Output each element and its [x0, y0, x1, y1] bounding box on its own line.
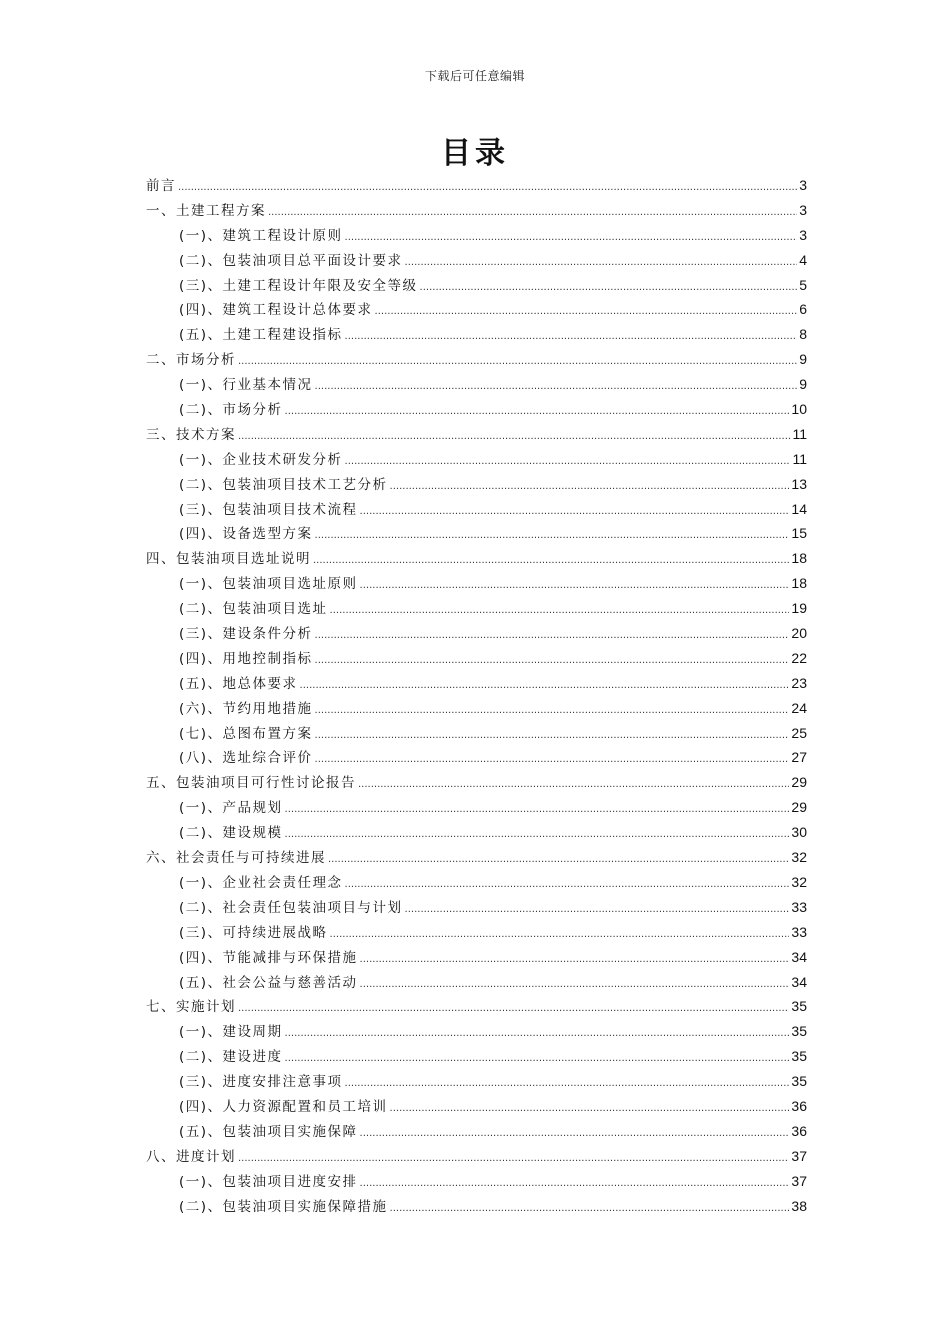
toc-entry-page: 3 [799, 201, 807, 218]
toc-entry[interactable] [146, 622, 807, 647]
toc-entry-label: 七、实施计划 [146, 999, 236, 1016]
toc-entry-label: (三)、可持续进展战略 [179, 924, 328, 941]
toc-entry[interactable] [146, 746, 807, 771]
toc-entry-page: 27 [791, 749, 807, 766]
toc-entry-label: (二)、包装油项目技术工艺分析 [179, 476, 388, 493]
toc-dot-leader [315, 754, 790, 765]
toc-entry-label: 三、技术方案 [146, 426, 236, 443]
toc-entry-page: 18 [791, 575, 807, 592]
toc-dot-leader [315, 730, 790, 741]
toc-entry-label: (三)、建设条件分析 [179, 626, 313, 643]
toc-entry-page: 11 [792, 425, 807, 442]
toc-entry[interactable] [146, 298, 807, 323]
toc-dot-leader [238, 1153, 789, 1164]
toc-entry[interactable] [146, 448, 807, 473]
toc-dot-leader [360, 1178, 790, 1189]
toc-entry[interactable] [146, 995, 807, 1020]
toc-dot-leader [285, 1053, 790, 1064]
toc-entry[interactable] [146, 572, 807, 597]
toc-entry-label: (一)、企业社会责任理念 [179, 874, 343, 891]
toc-entry-page: 35 [791, 998, 807, 1015]
toc-dot-leader [360, 580, 790, 591]
toc-entry[interactable] [146, 597, 807, 622]
toc-entry-label: (二)、建设进度 [179, 1049, 283, 1066]
toc-entry[interactable] [146, 323, 807, 348]
toc-entry[interactable] [146, 249, 807, 274]
toc-entry-label: (三)、进度安排注意事项 [179, 1074, 343, 1091]
toc-dot-leader [285, 406, 790, 417]
toc-entry-page: 34 [791, 948, 807, 965]
toc-entry[interactable] [146, 423, 807, 448]
toc-dot-leader [315, 530, 790, 541]
toc-entry-label: (二)、包装油项目实施保障措施 [179, 1198, 388, 1215]
toc-dot-leader [360, 954, 790, 965]
toc-entry-label: (一)、建筑工程设计原则 [179, 227, 343, 244]
toc-dot-leader [345, 879, 790, 890]
toc-entry[interactable] [146, 921, 807, 946]
toc-dot-leader [345, 456, 791, 467]
toc-dot-leader [360, 979, 790, 990]
toc-dot-leader [285, 1028, 790, 1039]
toc-entry-page: 14 [791, 500, 807, 517]
toc-dot-leader [315, 381, 798, 392]
toc-entry-label: (一)、包装油项目选址原则 [179, 576, 358, 593]
toc-entry-page: 20 [791, 625, 807, 642]
toc-dot-leader [390, 481, 790, 492]
toc-entry-page: 34 [791, 973, 807, 990]
toc-dot-leader [345, 232, 798, 243]
toc-dot-leader [285, 829, 790, 840]
toc-entry-page: 15 [791, 525, 807, 542]
toc-entry[interactable] [146, 174, 807, 199]
toc-entry-page: 13 [791, 475, 807, 492]
toc-dot-leader [330, 929, 790, 940]
toc-entry-page: 29 [791, 799, 807, 816]
toc-entry[interactable] [146, 1045, 807, 1070]
toc-entry-page: 35 [791, 1048, 807, 1065]
toc-dot-leader [405, 257, 798, 268]
toc-entry-page: 8 [799, 326, 807, 343]
toc-dot-leader [313, 555, 789, 566]
header-note: 下载后可任意编辑 [424, 69, 525, 83]
toc-entry-label: (三)、土建工程设计年限及安全等级 [179, 277, 418, 294]
toc-entry-page: 29 [791, 774, 807, 791]
toc-dot-leader [238, 1003, 789, 1014]
toc-dot-leader [390, 1203, 790, 1214]
toc-entry[interactable] [146, 821, 807, 846]
toc-entry-page: 9 [799, 351, 807, 368]
toc-dot-leader [375, 306, 798, 317]
toc-dot-leader [285, 804, 790, 815]
toc-entry-page: 32 [791, 849, 807, 866]
toc-entry[interactable] [146, 946, 807, 971]
toc-entry-page: 6 [799, 301, 807, 318]
toc-entry-page: 4 [799, 251, 807, 268]
toc-entry-label: (二)、社会责任包装油项目与计划 [179, 899, 403, 916]
toc-entry[interactable] [146, 1145, 807, 1170]
toc-entry[interactable] [146, 871, 807, 896]
toc-entry-label: (一)、包装油项目进度安排 [179, 1173, 358, 1190]
toc-entry-page: 24 [791, 699, 807, 716]
toc-entry-label: (四)、设备选型方案 [179, 526, 313, 543]
toc-entry-label: 六、社会责任与可持续进展 [146, 850, 326, 867]
toc-entry-label: (五)、地总体要求 [179, 675, 298, 692]
toc-title: 目录 [441, 136, 509, 171]
toc-entry-label: (三)、包装油项目技术流程 [179, 501, 358, 518]
toc-entry[interactable] [146, 398, 807, 423]
toc-entry-label: (八)、选址综合评价 [179, 750, 313, 767]
toc-entry-label: 一、土建工程方案 [146, 202, 266, 219]
toc-entry-label: (二)、包装油项目选址 [179, 601, 328, 618]
toc-entry[interactable] [146, 1120, 807, 1145]
table-of-contents [146, 174, 807, 1219]
toc-entry-label: 八、进度计划 [146, 1148, 236, 1165]
toc-entry[interactable] [146, 274, 807, 299]
toc-entry-page: 30 [791, 824, 807, 841]
toc-entry-page: 25 [791, 724, 807, 741]
toc-entry-page: 19 [791, 600, 807, 617]
toc-entry-label: (五)、社会公益与慈善活动 [179, 974, 358, 991]
toc-entry[interactable] [146, 971, 807, 996]
toc-entry-page: 11 [792, 450, 807, 467]
toc-entry-page: 18 [791, 550, 807, 567]
toc-entry-label: 四、包装油项目选址说明 [146, 551, 311, 568]
toc-entry[interactable] [146, 199, 807, 224]
toc-dot-leader [238, 356, 797, 367]
toc-entry[interactable] [146, 722, 807, 747]
toc-entry[interactable] [146, 771, 807, 796]
toc-entry-page: 22 [791, 649, 807, 666]
toc-entry-page: 3 [799, 226, 807, 243]
toc-entry-label: 五、包装油项目可行性讨论报告 [146, 775, 356, 792]
toc-entry[interactable] [146, 348, 807, 373]
toc-entry-page: 5 [799, 276, 807, 293]
toc-dot-leader [330, 605, 790, 616]
toc-dot-leader [360, 1128, 790, 1139]
toc-dot-leader [345, 1078, 790, 1089]
toc-entry-page: 37 [791, 1172, 807, 1189]
toc-entry-page: 35 [791, 1073, 807, 1090]
toc-entry[interactable] [146, 896, 807, 921]
toc-entry-page: 35 [791, 1023, 807, 1040]
toc-entry-label: (四)、人力资源配置和员工培训 [179, 1098, 388, 1115]
toc-entry-page: 3 [799, 177, 807, 193]
toc-dot-leader [315, 630, 790, 641]
toc-entry-page: 36 [791, 1097, 807, 1114]
toc-entry-label: (七)、总图布置方案 [179, 725, 313, 742]
toc-entry-label: (四)、用地控制指标 [179, 650, 313, 667]
toc-entry[interactable] [146, 522, 807, 547]
toc-entry-label: (一)、产品规划 [179, 800, 283, 817]
toc-entry[interactable] [146, 697, 807, 722]
toc-entry-page: 38 [791, 1197, 807, 1214]
toc-entry-label: (五)、土建工程建设指标 [179, 327, 343, 344]
toc-entry-page: 37 [791, 1147, 807, 1164]
toc-dot-leader [358, 779, 789, 790]
toc-entry-page: 33 [791, 923, 807, 940]
toc-dot-leader [390, 1103, 790, 1114]
toc-dot-leader [345, 331, 798, 342]
toc-dot-leader [405, 904, 790, 915]
toc-entry-label: 二、市场分析 [146, 352, 236, 369]
toc-dot-leader [420, 282, 798, 293]
toc-entry[interactable] [146, 498, 807, 523]
toc-entry[interactable] [146, 224, 807, 249]
toc-entry-label: (六)、节约用地措施 [179, 700, 313, 717]
toc-entry-label: (四)、节能减排与环保措施 [179, 949, 358, 966]
toc-entry[interactable] [146, 1095, 807, 1120]
toc-entry[interactable] [146, 796, 807, 821]
toc-entry-label: 前言 [146, 178, 176, 194]
toc-entry-label: (一)、企业技术研发分析 [179, 451, 343, 468]
toc-entry[interactable] [146, 1020, 807, 1045]
toc-entry-page: 23 [791, 674, 807, 691]
toc-entry-page: 32 [791, 873, 807, 890]
toc-entry-label: (二)、建设规模 [179, 825, 283, 842]
toc-dot-leader [238, 431, 790, 442]
toc-entry[interactable] [146, 547, 807, 572]
toc-entry-page: 33 [791, 898, 807, 915]
toc-entry[interactable] [146, 672, 807, 697]
toc-entry-page: 36 [791, 1122, 807, 1139]
toc-dot-leader [268, 207, 797, 218]
toc-entry-label: (四)、建筑工程设计总体要求 [179, 302, 373, 319]
toc-dot-leader [178, 182, 797, 193]
toc-entry-page: 9 [799, 376, 807, 393]
toc-entry[interactable] [146, 1070, 807, 1095]
toc-dot-leader [315, 705, 790, 716]
toc-dot-leader [328, 854, 789, 865]
toc-entry-label: (一)、建设周期 [179, 1024, 283, 1041]
toc-entry[interactable] [146, 473, 807, 498]
toc-entry[interactable] [146, 846, 807, 871]
toc-entry[interactable] [146, 1170, 807, 1195]
toc-dot-leader [315, 655, 790, 666]
toc-dot-leader [300, 680, 790, 691]
toc-entry-label: (二)、包装油项目总平面设计要求 [179, 252, 403, 269]
toc-dot-leader [360, 506, 790, 517]
toc-entry-page: 10 [791, 401, 807, 418]
toc-entry[interactable] [146, 373, 807, 398]
toc-entry-label: (二)、市场分析 [179, 402, 283, 419]
toc-entry-label: (五)、包装油项目实施保障 [179, 1123, 358, 1140]
toc-entry-label: (一)、行业基本情况 [179, 377, 313, 394]
toc-entry[interactable] [146, 1195, 807, 1220]
toc-entry[interactable] [146, 647, 807, 672]
